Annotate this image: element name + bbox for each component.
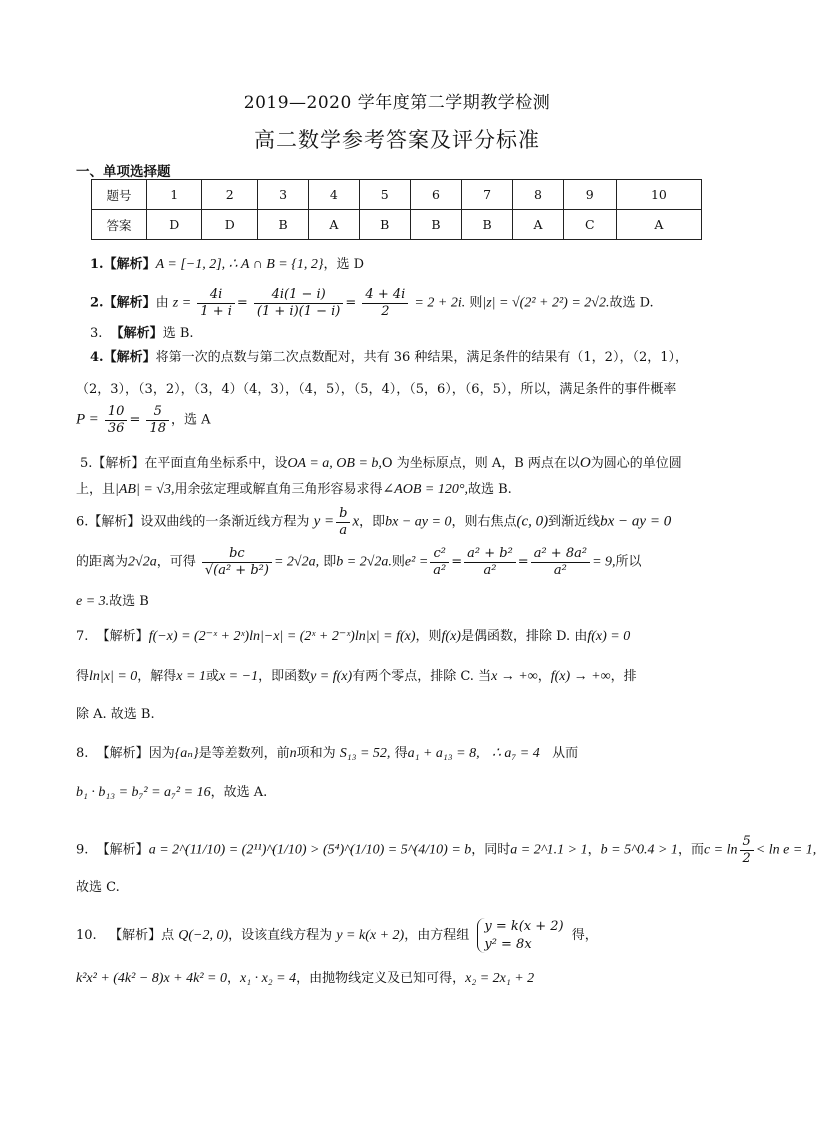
solution-8-line1 xyxy=(76,742,578,762)
solution-2: 2.【解析】由 z = $\frac{4i}{1 + i}$ = $\frac{4i(1 - i)}{(1 + i)(1 - i)}$ = $\frac{4 + 4i}{2}$ = 2 + 2i. 则|z| = √(2² + 2²) = 2√2.故选 D. xyxy=(90,287,654,319)
formula: e² = xyxy=(404,554,429,570)
document-title-line2: 高二数学参考答案及评分标准 xyxy=(254,128,540,152)
formula: bx − ay = 0 xyxy=(385,514,452,530)
solution-text: ， xyxy=(226,971,240,986)
formula: |AB| = √3, xyxy=(115,482,175,497)
numerator: 5 xyxy=(740,834,754,851)
solution-text: 故选 B. xyxy=(467,482,512,497)
formula: P = xyxy=(76,411,99,428)
formula: c = ln xyxy=(703,842,738,858)
numerator: 4i xyxy=(197,287,235,304)
solution-7-line1 xyxy=(76,625,630,645)
numerator: 4 + 4i xyxy=(362,287,408,304)
solution-text: 是偶函数，排除 D. 由 xyxy=(460,629,588,644)
answer-table xyxy=(91,179,702,240)
formula: = 2√2a, xyxy=(273,554,320,570)
solution-tag: 【解析】 xyxy=(96,746,149,761)
question-number-cell: 6 xyxy=(410,180,461,210)
solution-8-line2 xyxy=(76,781,267,801)
formula: x = 1 xyxy=(176,669,206,684)
formula: < ln e = 1, xyxy=(755,842,816,858)
solution-text: 设双曲线的一条渐近线方程为 xyxy=(140,514,310,530)
formula: y = xyxy=(313,513,335,530)
formula: |z| = √(2² + 2²) = 2√2. xyxy=(482,295,610,311)
formula: f(x) → +∞ xyxy=(550,669,611,684)
solution-text: ，由抛物线定义及已知可得， xyxy=(296,971,466,986)
solution-text: ， xyxy=(587,842,601,858)
formula: z = xyxy=(172,295,192,311)
solution-text: 有两个零点，排除 C. 当 xyxy=(352,669,492,684)
numerator: bc xyxy=(202,546,272,563)
solution-9-line1 xyxy=(76,834,816,866)
solution-number: 1. xyxy=(90,257,104,272)
solution-text: ，选 D xyxy=(323,257,365,272)
question-number-cell: 9 xyxy=(563,180,616,210)
formula: x xyxy=(352,513,360,530)
formula: = 9, xyxy=(592,554,616,570)
formula: Q(−2, 0) xyxy=(178,928,229,944)
solution-tag: 【解析】 xyxy=(92,456,145,471)
formula: bx − ay = 0 xyxy=(600,513,672,530)
answer-cell: B xyxy=(410,210,461,240)
solution-text: 到渐近线 xyxy=(548,514,601,530)
formula: {aₙ} xyxy=(174,746,199,761)
answer-cell: D xyxy=(147,210,202,240)
solution-text: 选 B. xyxy=(162,326,194,341)
fraction xyxy=(531,546,590,578)
answer-cell: A xyxy=(616,210,701,240)
solution-text: ，故选 A. xyxy=(210,785,268,800)
formula: A = [−1, 2], ∴ A ∩ B = {1, 2} xyxy=(155,257,324,272)
numerator: a² + 8a² xyxy=(531,546,590,563)
solution-text: 的距离为 xyxy=(76,554,129,570)
solution-text: 点 xyxy=(161,928,175,944)
fraction xyxy=(105,404,128,436)
solution-number: 9. xyxy=(76,842,89,858)
formula: n xyxy=(289,746,297,761)
solution-text: ，设该直线方程为 xyxy=(228,928,333,944)
formula: a₁ + a₁₃ = 8, xyxy=(407,746,480,761)
document-title-line1: 2019—2020 学年度第二学期教学检测 xyxy=(243,93,551,113)
solution-text: ，同时 xyxy=(471,842,511,858)
solution-number: 5. xyxy=(80,456,93,471)
formula: y = k(x + 2) xyxy=(336,928,405,944)
numerator: 4i(1 − i) xyxy=(254,287,343,304)
solution-text: ，解得 xyxy=(137,669,177,684)
denominator: a² xyxy=(483,562,497,578)
table-header-cell: 题号 xyxy=(92,180,147,210)
denominator: 36 xyxy=(107,420,125,436)
formula: x → +∞ xyxy=(491,669,538,684)
solution-5-line2 xyxy=(76,478,512,498)
question-number-cell: 1 xyxy=(147,180,202,210)
numerator: c² xyxy=(430,546,449,563)
formula: S₁₃ = 52, xyxy=(339,746,391,761)
solution-number: 8. xyxy=(76,746,89,761)
section-heading-single-choice: 一、单项选择题 xyxy=(76,164,171,180)
solution-6-line3 xyxy=(76,590,149,610)
fraction xyxy=(197,287,235,319)
denominator: a xyxy=(339,522,348,538)
solution-4-line1 xyxy=(90,350,740,366)
solution-text: 从而 xyxy=(552,746,579,761)
formula: x₂ = 2x₁ + 2 xyxy=(465,971,535,986)
denominator: (1 + i)(1 − i) xyxy=(256,303,341,319)
solution-6-line1 xyxy=(76,506,671,538)
formula: ln|x| = 0 xyxy=(89,669,138,684)
denominator: 2 xyxy=(381,303,390,319)
solution-text: ，即 xyxy=(359,514,386,530)
solution-6-line2: 的距离为2√2a，可得 $\frac{bc}{\text{√(a² + b²)}}$ = 2√2a, 即b = 2√2a.则e² = $\frac{\text{c²}}{\text{a²}}$ = $\frac{\text{a² + b²}}{\text{a²}}$ = $\frac{\text{a² + 8a²}}{\text{a²}}$ = 9,所以 xyxy=(76,546,642,578)
formula: f(−x) = (2⁻ˣ + 2ˣ)ln|−x| = (2ˣ + 2⁻ˣ)ln|x| = f(x) xyxy=(148,629,416,644)
solution-number: 3. xyxy=(90,326,103,341)
numerator: 5 xyxy=(146,404,169,421)
solution-text: 所以 xyxy=(615,554,642,570)
solution-text: 则 xyxy=(469,295,483,311)
denominator: a² xyxy=(433,562,447,578)
answer-cell: B xyxy=(462,210,513,240)
question-number-cell: 3 xyxy=(257,180,308,210)
formula: a = 2^(11/10) = (2¹¹)^(1/10) > (5⁴)^(1/10) = 5^(4/10) = b xyxy=(148,842,472,858)
question-number-cell: 2 xyxy=(202,180,257,210)
solution-text: 用余弦定理或解直角三角形容易求得 xyxy=(174,482,383,497)
formula: y = f(x) xyxy=(310,669,353,684)
solution-4-line3: P = $\frac{10}{36}$ = $\frac{5}{18}$ ，选 A xyxy=(76,404,211,436)
numerator: a² + b² xyxy=(464,546,516,563)
formula: ∠AOB = 120°, xyxy=(382,482,468,497)
formula: x = −1 xyxy=(218,669,259,684)
denominator: 2 xyxy=(742,850,751,866)
numerator: b xyxy=(336,506,350,523)
formula: f(x) = 0 xyxy=(587,629,631,644)
formula: = 2 + 2i. xyxy=(414,295,466,311)
question-number-cell: 5 xyxy=(359,180,410,210)
solution-text: 得 xyxy=(76,669,90,684)
answer-cell: D xyxy=(202,210,257,240)
solution-text: ，则右焦点 xyxy=(451,514,517,530)
solution-number: 7. xyxy=(76,629,89,644)
formula: O xyxy=(579,455,591,471)
solution-text: 或 xyxy=(205,669,219,684)
solution-number: 4. xyxy=(90,350,104,365)
fraction xyxy=(362,287,408,319)
formula: 2√2a xyxy=(128,554,157,570)
formula: a = 2^1.1 > 1 xyxy=(510,842,588,858)
solution-text: 得 xyxy=(394,746,408,761)
solution-tag: 【解析】 xyxy=(96,629,149,644)
solution-tag: 【解析】 xyxy=(103,257,156,272)
solution-text: 即 xyxy=(323,554,337,570)
solution-tag: 【解析】 xyxy=(96,842,149,858)
solution-text: 由 xyxy=(155,295,169,311)
formula: e = 3. xyxy=(76,594,110,609)
solution-7-line3: 除 A. 故选 B. xyxy=(76,707,155,722)
solution-text: 是等差数列，前 xyxy=(198,746,290,761)
solution-tag: 【解析】 xyxy=(103,350,156,365)
solution-text: ，可得 xyxy=(156,554,196,570)
solution-tag: 【解析】 xyxy=(103,295,156,311)
solution-text: 故选 D. xyxy=(609,295,654,311)
solution-text: ，排 xyxy=(610,669,637,684)
denominator: a² xyxy=(553,562,567,578)
solution-text: 因为 xyxy=(148,746,175,761)
solution-tag: 【解析】 xyxy=(110,326,163,341)
formula: b = 5^0.4 > 1 xyxy=(600,842,678,858)
solution-tag: 【解析】 xyxy=(109,928,162,944)
table-header-cell: 答案 xyxy=(92,210,147,240)
solution-text: 为圆心的单位圆 xyxy=(590,456,682,471)
solution-5-line1 xyxy=(80,452,682,472)
solution-text: 故选 B xyxy=(109,594,149,609)
fraction xyxy=(336,506,350,538)
fraction xyxy=(202,546,272,578)
formula: b₁ · b₁₃ = b₇² = a₇² = 16 xyxy=(76,785,211,800)
solution-text: ，即函数 xyxy=(258,669,311,684)
formula: x₁ · x₂ = 4 xyxy=(240,971,297,986)
solution-9-line2: 故选 C. xyxy=(76,880,120,895)
solution-text: 上，且 xyxy=(76,482,116,497)
solution-number: 10. xyxy=(76,928,97,944)
system-equation: y = k(x + 2) xyxy=(484,919,564,934)
formula: (c, 0) xyxy=(516,513,549,530)
answer-cell: A xyxy=(513,210,563,240)
answer-cell: B xyxy=(359,210,410,240)
formula: k²x² + (4k² − 8)x + 4k² = 0 xyxy=(76,971,227,986)
denominator: 18 xyxy=(149,420,167,436)
solution-text: O 为坐标原点，则 A，B 两点在以 xyxy=(381,456,580,471)
formula: OA = a, OB = b, xyxy=(287,456,382,471)
solution-1 xyxy=(90,256,740,274)
numerator: 10 xyxy=(105,404,128,421)
solution-text: 项和为 xyxy=(296,746,336,761)
question-number-cell: 4 xyxy=(309,180,359,210)
solution-number: 2. xyxy=(90,295,104,311)
solution-text: ，则 xyxy=(415,629,442,644)
question-number-cell: 8 xyxy=(513,180,563,210)
fraction xyxy=(464,546,516,578)
fraction xyxy=(740,834,754,866)
solution-text: ，由方程组 xyxy=(404,928,470,944)
solution-10-line2 xyxy=(76,967,534,987)
fraction xyxy=(254,287,343,319)
question-number-cell: 7 xyxy=(462,180,513,210)
formula: ∴ a₇ = 4 xyxy=(492,746,540,761)
formula: b = 2√2a. xyxy=(336,554,392,570)
fraction xyxy=(146,404,169,436)
answer-cell: A xyxy=(309,210,359,240)
solution-7-line2: 得ln|x| = 0，解得x = 1或x = −1，即函数y = f(x)有两个零点，排除 C. 当x → +∞，f(x) → +∞，排 xyxy=(76,669,637,684)
answer-table-row-answers xyxy=(92,210,702,240)
solution-tag: 【解析】 xyxy=(88,514,141,530)
system-equation: y² = 8x xyxy=(484,936,532,952)
solution-text: ，而 xyxy=(677,842,704,858)
solution-10-line1 xyxy=(76,918,598,953)
denominator: √(a² + b²) xyxy=(204,562,269,578)
solution-text: 得， xyxy=(571,928,598,944)
fraction xyxy=(430,546,449,578)
solution-text: 在平面直角坐标系中，设 xyxy=(144,456,288,471)
formula: f(x) xyxy=(441,629,461,644)
solution-text: 则 xyxy=(391,554,405,570)
answer-cell: C xyxy=(563,210,616,240)
answer-table-row-numbers xyxy=(92,180,702,210)
solution-4-line2: （2，3），（3，2），（3，4）（4，3），（4，5），（5，4），（5，6），（6，5），所以，满足条件的事件概率 xyxy=(76,382,677,397)
solution-text: ，选 A xyxy=(171,412,211,428)
solution-text: 将第一次的点数与第二次点数配对，共有 36 种结果，满足条件的结果有（1，2），（2，1）， xyxy=(155,350,688,365)
equation-system xyxy=(477,918,563,953)
solution-3 xyxy=(90,326,740,342)
solution-number: 6. xyxy=(76,514,89,530)
answer-cell: B xyxy=(257,210,308,240)
question-number-cell: 10 xyxy=(616,180,701,210)
denominator: 1 + i xyxy=(200,303,232,319)
